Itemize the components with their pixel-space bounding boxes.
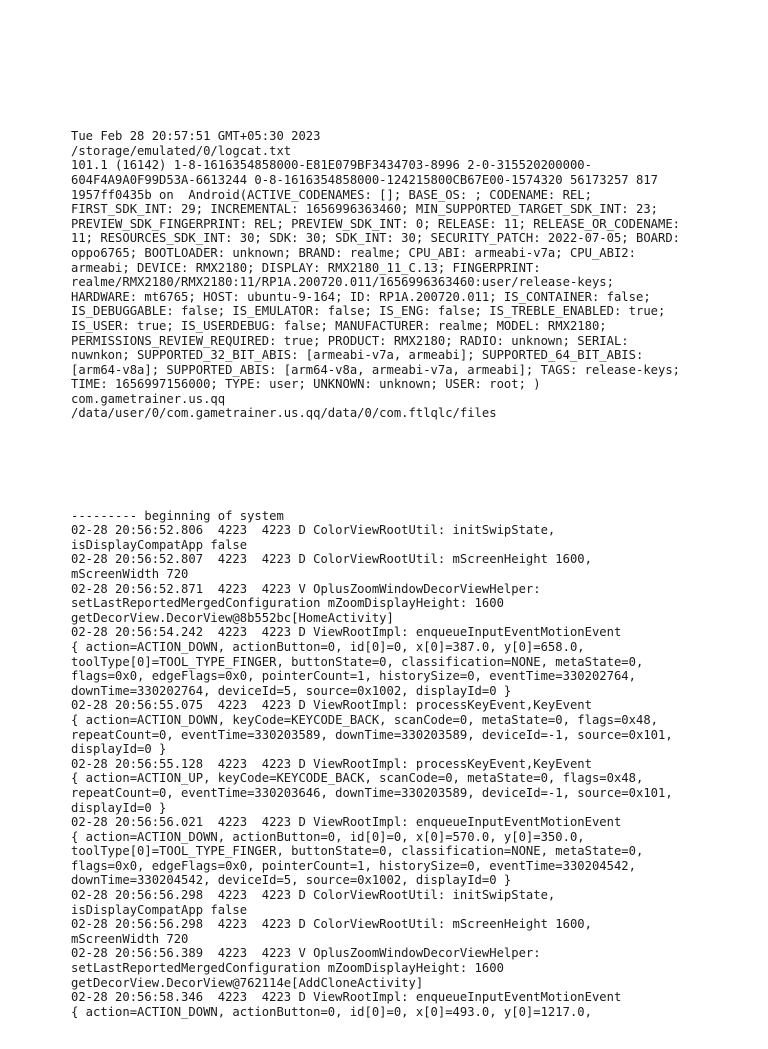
header-line: IS_DEBUGGABLE: false; IS_EMULATOR: false; IS_ENG: false; IS_TREBLE_ENABLED: true;: [71, 304, 666, 319]
header-line: realme/RMX2180/RMX2180:11/RP1A.200720.011/1656996363460:user/release-keys;: [71, 275, 614, 290]
log-line: 02-28 20:56:56.298 4223 4223 D ColorViewRootUtil: mScreenHeight 1600,: [71, 917, 592, 932]
log-line: 02-28 20:56:58.346 4223 4223 D ViewRootImpl: enqueueInputEventMotionEvent: [71, 990, 622, 1005]
log-line: downTime=330204542, deviceId=5, source=0x1002, displayId=0 }: [71, 873, 512, 888]
header-line: PREVIEW_SDK_FINGERPRINT: REL; PREVIEW_SDK_INT: 0; RELEASE: 11; RELEASE_OR_CODENAME:: [71, 216, 681, 231]
log-line: toolType[0]=TOOL_TYPE_FINGER, buttonState=0, classification=NONE, metaState=0,: [71, 654, 644, 669]
log-line: mScreenWidth 720: [71, 931, 189, 946]
log-line: toolType[0]=TOOL_TYPE_FINGER, buttonState=0, classification=NONE, metaState=0,: [71, 844, 644, 859]
log-line: 02-28 20:56:56.298 4223 4223 D ColorViewRootUtil: initSwipState,: [71, 888, 556, 903]
log-line: { action=ACTION_DOWN, keyCode=KEYCODE_BACK, scanCode=0, metaState=0, flags=0x48,: [71, 712, 658, 727]
header-line: 604F4A9A0F99D53A-6613244 0-8-1616354858000-124215800CB67E00-1574320 56173257 817: [71, 172, 658, 187]
log-line: flags=0x0, edgeFlags=0x0, pointerCount=1, historySize=0, eventTime=330204542,: [71, 858, 636, 873]
header-line: FIRST_SDK_INT: 29; INCREMENTAL: 1656996363460; MIN_SUPPORTED_TARGET_SDK_INT: 23;: [71, 202, 658, 217]
log-line: getDecorView.DecorView@762114e[AddCloneActivity]: [71, 975, 424, 990]
log-line: { action=ACTION_UP, keyCode=KEYCODE_BACK, scanCode=0, metaState=0, flags=0x48,: [71, 771, 644, 786]
log-line: 02-28 20:56:56.389 4223 4223 V OplusZoomWindowDecorViewHelper:: [71, 946, 541, 961]
log-line: 02-28 20:56:52.871 4223 4223 V OplusZoomWindowDecorViewHelper:: [71, 581, 541, 596]
log-line: getDecorView.DecorView@8b552bc[HomeActivity]: [71, 610, 394, 625]
header-line: armeabi; DEVICE: RMX2180; DISPLAY: RMX2180_11_C.13; FINGERPRINT:: [71, 260, 541, 275]
header-line: oppo6765; BOOTLOADER: unknown; BRAND: realme; CPU_ABI: armeabi-v7a; CPU_ABI2:: [71, 245, 636, 260]
log-line: { action=ACTION_DOWN, actionButton=0, id[0]=0, x[0]=493.0, y[0]=1217.0,: [71, 1004, 592, 1019]
logcat-text: [71, 100, 751, 1049]
header-line: PERMISSIONS_REVIEW_REQUIRED: true; PRODUCT: RMX2180; RADIO: unknown; SERIAL:: [71, 333, 629, 348]
header-line: com.gametrainer.us.qq: [71, 391, 226, 406]
header-line: nuwnkon; SUPPORTED_32_BIT_ABIS: [armeabi-v7a, armeabi]; SUPPORTED_64_BIT_ABIS:: [71, 348, 644, 363]
log-line: 02-28 20:56:52.807 4223 4223 D ColorViewRootUtil: mScreenHeight 1600,: [71, 552, 592, 567]
log-line: displayId=0 }: [71, 800, 167, 815]
log-line: 02-28 20:56:52.806 4223 4223 D ColorViewRootUtil: initSwipState,: [71, 523, 556, 538]
header-line: /storage/emulated/0/logcat.txt: [71, 143, 292, 158]
header-line: 1957ff0435b on Android(ACTIVE_CODENAMES: []; BASE_OS: ; CODENAME: REL;: [71, 187, 592, 202]
header-line: IS_USER: true; IS_USERDEBUG: false; MANUFACTURER: realme; MODEL: RMX2180;: [71, 318, 607, 333]
section-gap: [71, 450, 751, 479]
header-line: TIME: 1656997156000; TYPE: user; UNKNOWN: unknown; USER: root; ): [71, 377, 541, 392]
log-line: setLastReportedMergedConfiguration mZoomDisplayHeight: 1600: [71, 961, 504, 976]
log-line: { action=ACTION_DOWN, actionButton=0, id[0]=0, x[0]=387.0, y[0]=658.0,: [71, 639, 585, 654]
log-line: 02-28 20:56:55.128 4223 4223 D ViewRootImpl: processKeyEvent,KeyEvent: [71, 756, 592, 771]
log-line: downTime=330202764, deviceId=5, source=0x1002, displayId=0 }: [71, 683, 512, 698]
log-entries: [71, 509, 751, 1020]
log-line: displayId=0 }: [71, 742, 167, 757]
log-line: 02-28 20:56:56.021 4223 4223 D ViewRootImpl: enqueueInputEventMotionEvent: [71, 815, 622, 830]
header-line: Tue Feb 28 20:57:51 GMT+05:30 2023: [71, 129, 321, 144]
log-line: 02-28 20:56:54.242 4223 4223 D ViewRootImpl: enqueueInputEventMotionEvent: [71, 625, 622, 640]
log-line: setLastReportedMergedConfiguration mZoomDisplayHeight: 1600: [71, 596, 504, 611]
log-line: { action=ACTION_DOWN, actionButton=0, id[0]=0, x[0]=570.0, y[0]=350.0,: [71, 829, 585, 844]
log-line: repeatCount=0, eventTime=330203646, downTime=330203589, deviceId=-1, source=0x101,: [71, 785, 673, 800]
header-line: [arm64-v8a]; SUPPORTED_ABIS: [arm64-v8a, armeabi-v7a, armeabi]; TAGS: release-keys;: [71, 362, 681, 377]
header-line: HARDWARE: mt6765; HOST: ubuntu-9-164; ID: RP1A.200720.011; IS_CONTAINER: false;: [71, 289, 651, 304]
header-line: 101.1 (16142) 1-8-1616354858000-E81E079BF3434703-8996 2-0-315520200000-: [71, 158, 592, 173]
header-line: /data/user/0/com.gametrainer.us.qq/data/0/com.ftlqlc/files: [71, 406, 497, 421]
log-line: repeatCount=0, eventTime=330203589, downTime=330203589, deviceId=-1, source=0x101,: [71, 727, 673, 742]
device-info-header: [71, 129, 751, 421]
log-line: isDisplayCompatApp false: [71, 537, 248, 552]
log-line: --------- beginning of system: [71, 508, 284, 523]
log-line: flags=0x0, edgeFlags=0x0, pointerCount=1, historySize=0, eventTime=330202764,: [71, 669, 636, 684]
header-line: 11; RESOURCES_SDK_INT: 30; SDK: 30; SDK_INT: 30; SECURITY_PATCH: 2022-07-05; BOARD:: [71, 231, 681, 246]
log-line: mScreenWidth 720: [71, 567, 189, 581]
log-line: isDisplayCompatApp false: [71, 902, 248, 917]
log-line: 02-28 20:56:55.075 4223 4223 D ViewRootImpl: processKeyEvent,KeyEvent: [71, 698, 592, 713]
